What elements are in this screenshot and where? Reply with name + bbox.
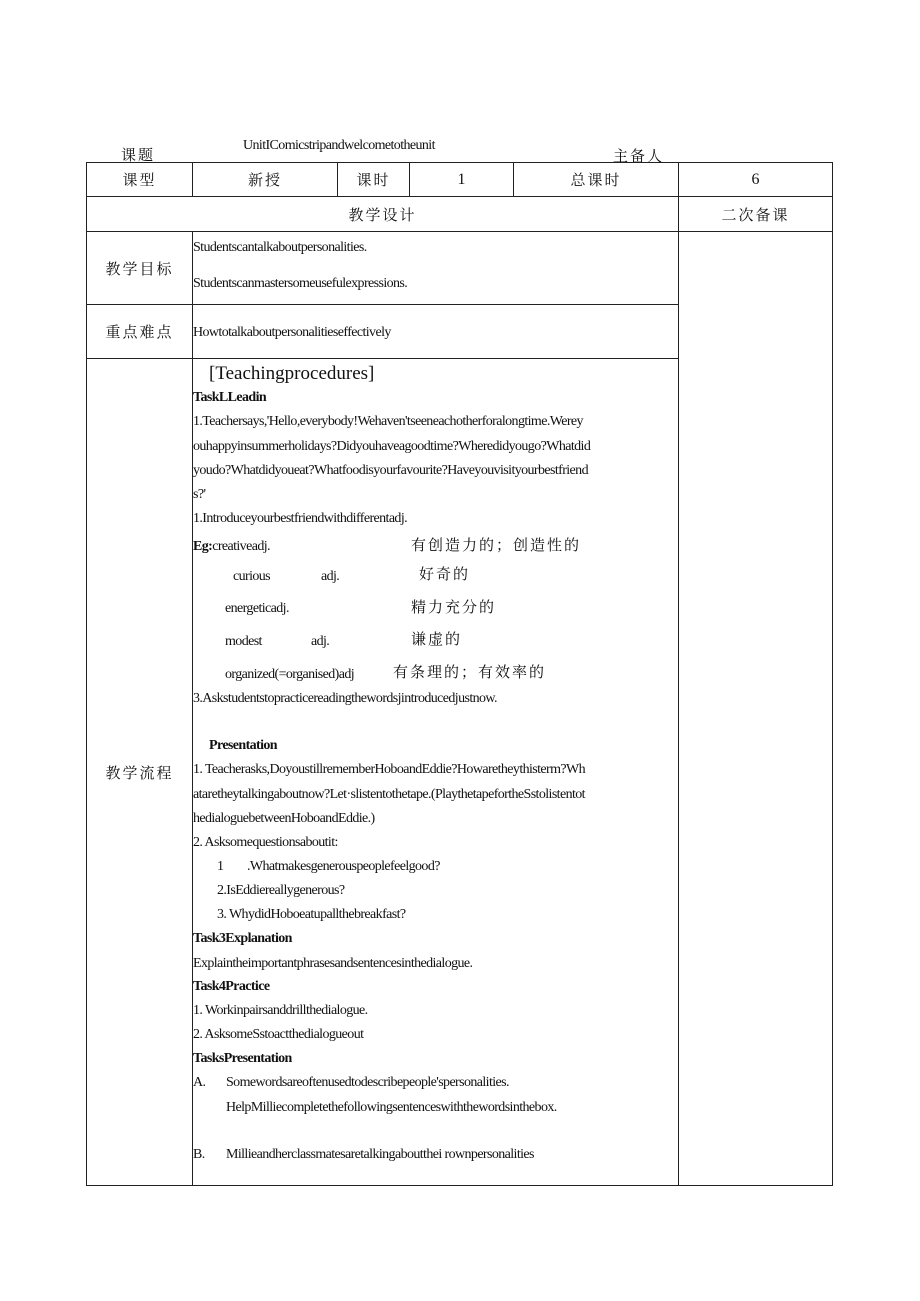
vocab-meaning: 有条理的；有效率的 xyxy=(393,663,547,681)
topic-label: 课题 xyxy=(121,146,156,164)
preparer-label: 主备人 xyxy=(613,147,665,165)
second-preparation-area xyxy=(679,232,833,1186)
item-a-text: HelpMilliecompletethefollowingsentenceswiththewordsinthebox. xyxy=(226,1100,557,1115)
eg-label: Eg: xyxy=(193,539,213,554)
question-number: 1 xyxy=(217,859,224,874)
lesson-type-label: 课型 xyxy=(87,163,193,197)
design-row xyxy=(87,197,833,232)
task4-line: 2. AsksomeSstoactthedialogueout xyxy=(193,1027,364,1042)
task1-heading: TaskLLeadin xyxy=(193,390,267,405)
vocab-meaning: 有创造力的；创造性的 xyxy=(411,536,582,554)
presentation-heading: Presentation xyxy=(209,738,277,753)
lesson-plan-table xyxy=(86,162,833,1186)
key-points-text: Howtotalkaboutpersonalitieseffectively xyxy=(193,324,391,340)
vocab-meaning: 谦虚的 xyxy=(411,630,463,648)
objectives-label: 教学目标 xyxy=(87,232,193,305)
item-a-label: A. xyxy=(193,1075,206,1090)
vocab-word: energeticadj. xyxy=(225,601,289,616)
task1-intro: 1.Introduceyourbestfriendwithdifferentadj. xyxy=(193,511,408,526)
info-row xyxy=(87,163,833,197)
question-item: 2.IsEddiereallygenerous? xyxy=(217,883,345,898)
vocab-word: modest xyxy=(225,634,262,649)
task1-line: ouhappyinsummerholidays?Didyouhaveagoodtime?Wheredidyougo?Whatdid xyxy=(193,439,591,454)
class-hours-value: 1 xyxy=(410,163,514,197)
vocab-word: organized(=organised)adj xyxy=(225,667,355,682)
presentation-line: 1. Teacherasks,DoyoustillrememberHoboandEddie?Howaretheythisterm?Wh xyxy=(193,762,586,777)
vocab-word: curious xyxy=(233,569,271,584)
task3-heading: Task3Explanation xyxy=(193,931,292,946)
teaching-design-label: 教学设计 xyxy=(87,197,679,232)
presentation-ask: 2. Asksomequestionsaboutit: xyxy=(193,835,338,850)
total-hours-value: 6 xyxy=(679,163,833,197)
question-item: 3. WhydidHoboeatupallthebreakfast? xyxy=(217,907,406,922)
topic-value: UnitIComicstripandwelcometotheunit xyxy=(243,138,435,153)
question-item: .Whatmakesgenerouspeoplefeelgood? xyxy=(247,859,440,874)
item-a-text: Somewordsareoftenusedtodescribepeople'spersonalities. xyxy=(226,1075,509,1090)
objective-line: Studentscantalkaboutpersonalities. xyxy=(193,240,367,255)
task1-line: youdo?Whatdidyoueat?Whatfoodisyourfavourite?Haveyouvisityourbestfriend xyxy=(193,463,588,478)
task1-ask: 3.Askstudentstopracticereadingthewordsjintroducedjustnow. xyxy=(193,691,497,706)
procedures-heading: [Teachingprocedures] xyxy=(209,363,375,384)
total-hours-label: 总课时 xyxy=(514,163,679,197)
objectives-row xyxy=(87,232,833,305)
second-preparation-label: 二次备课 xyxy=(679,197,833,232)
process-label: 教学流程 xyxy=(87,359,193,1186)
process-content xyxy=(193,359,679,1186)
vocab-pos: adj. xyxy=(311,634,330,649)
presentation-line: ataretheytalkingaboutnow?Let·slistentothetape.(PlaythetapefortheSstolistentot xyxy=(193,787,585,802)
vocab-meaning: 精力充分的 xyxy=(411,598,497,616)
key-points-label: 重点难点 xyxy=(87,305,193,359)
vocab-row xyxy=(193,539,270,555)
task3-text: Explaintheimportantphrasesandsentencesinthedialogue. xyxy=(193,956,473,971)
task1-line: 1.Teachersays,'Hello,everybody!Wehaven'tseeneachotherforalongtime.Werey xyxy=(193,414,583,429)
key-points-content xyxy=(193,305,679,359)
class-hours-label: 课时 xyxy=(338,163,410,197)
objective-line: Studentscanmastersomeusefulexpressions. xyxy=(193,276,408,291)
vocab-word: creativeadj. xyxy=(212,539,270,554)
objectives-content xyxy=(193,232,679,305)
item-b-label: B. xyxy=(193,1147,205,1162)
vocab-meaning: 好奇的 xyxy=(419,565,471,583)
item-b-text: Millieandherclassmatesaretalkingaboutthei rownpersonalities xyxy=(226,1147,534,1162)
task4-line: 1. Workinpairsanddrillthedialogue. xyxy=(193,1003,368,1018)
presentation-line: hedialoguebetweenHoboandEddie.) xyxy=(193,811,375,826)
task1-line: s?' xyxy=(193,487,206,502)
task4-heading: Task4Practice xyxy=(193,979,270,994)
vocab-pos: adj. xyxy=(321,569,340,584)
lesson-type-value: 新授 xyxy=(193,163,338,197)
task5-heading: TasksPresentation xyxy=(193,1051,292,1066)
